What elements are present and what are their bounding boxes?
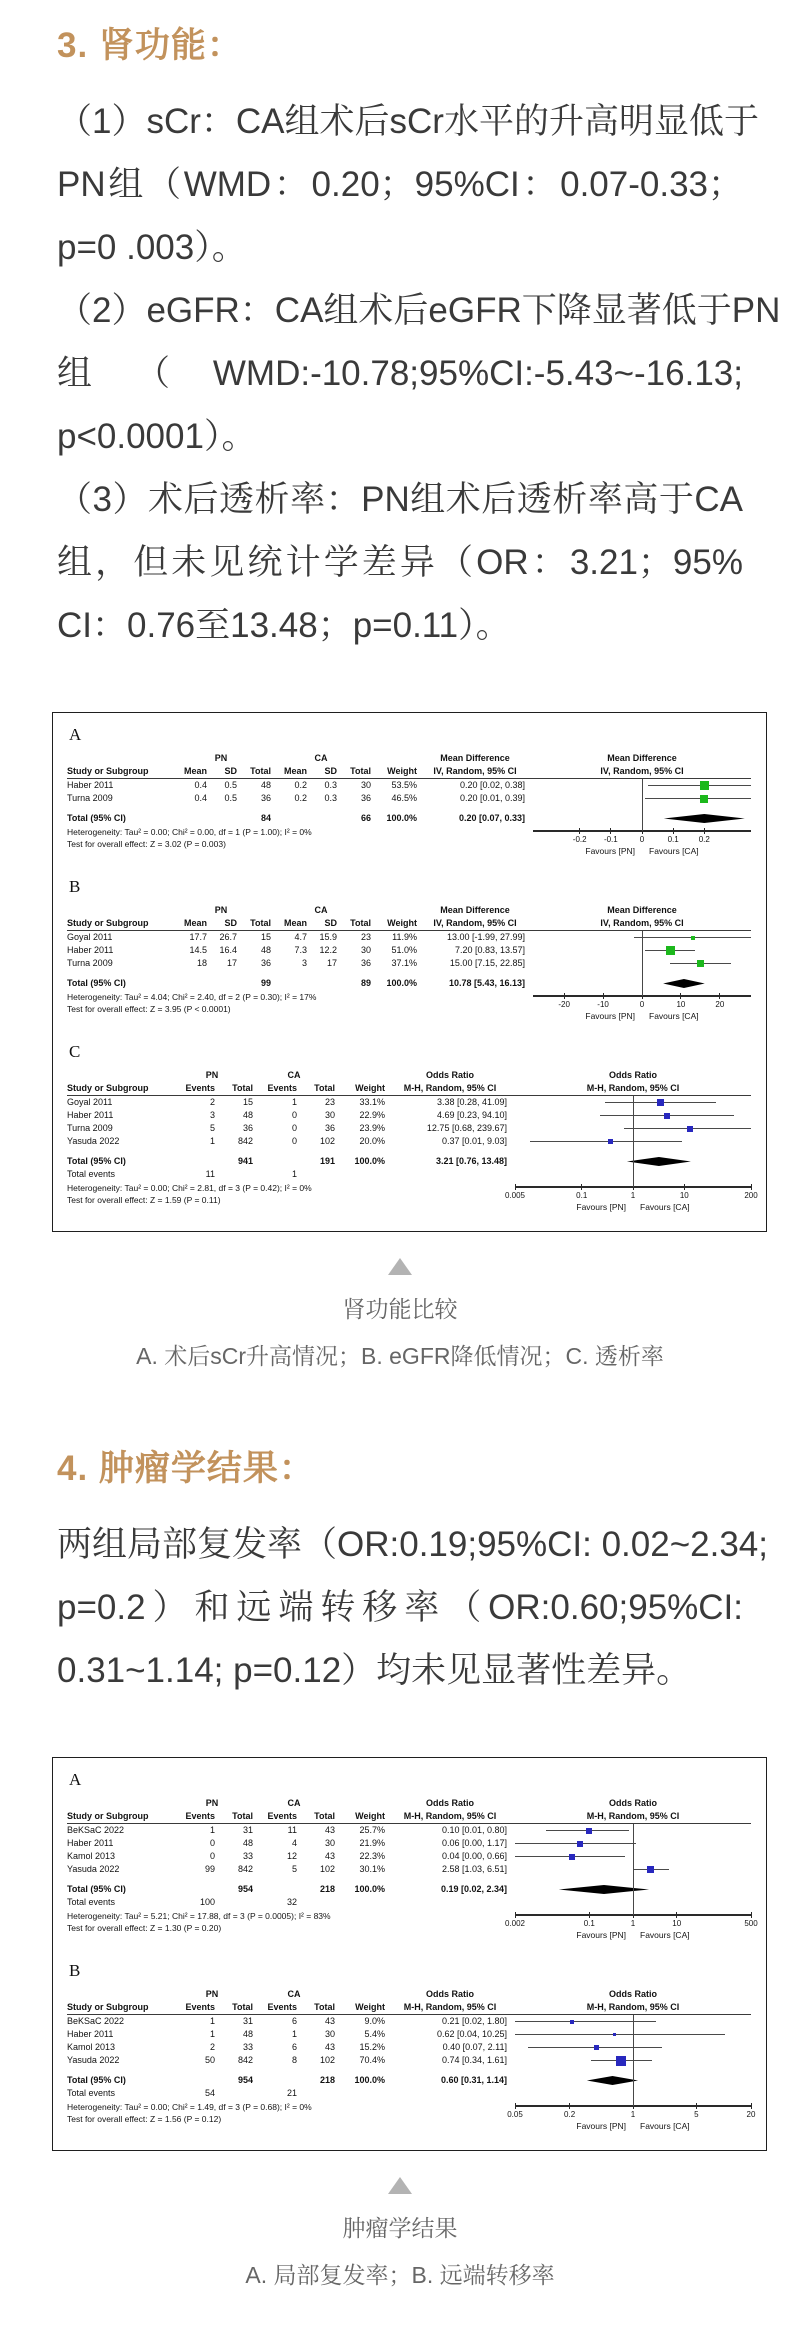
forest-study-row: Kamol 2013 2 33 6 43 15.2% 0.40 [0.07, 2.11] bbox=[67, 2041, 751, 2054]
forest-total-row: Total (95% CI) 84 66 100.0% 0.20 [0.07, 0.33] bbox=[67, 812, 751, 825]
favours-right-label: Favours [CA] bbox=[640, 1202, 690, 1212]
forest-total-events-row: Total events 100 32 bbox=[67, 1897, 297, 1907]
effect-marker bbox=[700, 795, 708, 803]
triangle-up-icon bbox=[388, 2177, 412, 2194]
no-effect-line bbox=[633, 1096, 634, 1187]
forest-study-row: Haber 2011 14.5 16.4 48 7.3 12.2 30 51.0% 7.20 [0.83, 13.57] bbox=[67, 944, 751, 957]
summary-diamond bbox=[559, 1885, 649, 1894]
heterogeneity-note: Heterogeneity: Tau² = 0.00; Chi² = 1.49, df = 3 (P = 0.68); I² = 0% bbox=[67, 2102, 312, 2112]
figure1-forest-plots bbox=[52, 712, 767, 1232]
forest-study-row: BeKSaC 2022 1 31 6 43 9.0% 0.21 [0.02, 1.80] bbox=[67, 2015, 751, 2028]
effect-marker bbox=[647, 1866, 654, 1873]
forest-panel-A bbox=[67, 725, 752, 865]
panel-label: A bbox=[69, 725, 82, 744]
summary-diamond bbox=[627, 1157, 691, 1166]
effect-marker bbox=[594, 2045, 599, 2050]
effect-marker bbox=[586, 1828, 592, 1834]
forest-study-row: Turna 2009 18 17 36 3 17 36 37.1% 15.00 [7.15, 22.85] bbox=[67, 957, 751, 970]
effect-marker bbox=[664, 1113, 670, 1119]
heterogeneity-note: Heterogeneity: Tau² = 5.21; Chi² = 17.88, df = 3 (P = 0.0005); I² = 83% bbox=[67, 1911, 331, 1921]
favours-left-label: Favours [PN] bbox=[576, 1930, 626, 1940]
overall-effect-note: Test for overall effect: Z = 1.59 (P = 0.11) bbox=[67, 1194, 221, 1205]
overall-effect-note: Test for overall effect: Z = 1.30 (P = 0.20) bbox=[67, 1922, 222, 1933]
panel-label: B bbox=[69, 1961, 81, 1980]
forest-panel-C bbox=[67, 1042, 758, 1221]
effect-marker bbox=[608, 1139, 613, 1144]
no-effect-line bbox=[633, 2015, 634, 2106]
overall-effect-note: Test for overall effect: Z = 3.02 (P = 0.003) bbox=[67, 838, 226, 849]
effect-marker bbox=[613, 2033, 616, 2036]
forest-column-header: Study or Subgroup Events Total Events Total Weight M-H, Random, 95% CI M-H, Random, 95% CI bbox=[67, 2001, 751, 2015]
section4-heading: 4. 肿瘤学结果： bbox=[57, 1449, 315, 1488]
forest-axis: -0.2 -0.1 0 0.1 0.2 Favours [PN] Favours [CA] bbox=[533, 827, 751, 865]
figure2-caption-title: 肿瘤学结果 bbox=[342, 2215, 458, 2241]
forest-group-header: PN CA Mean Difference Mean Difference bbox=[214, 753, 677, 763]
forest-panel-B bbox=[67, 877, 752, 1030]
effect-marker bbox=[577, 1841, 583, 1847]
forest-study-row: BeKSaC 2022 1 31 11 43 25.7% 0.10 [0.01, 0.80] bbox=[67, 1824, 751, 1837]
effect-marker bbox=[666, 946, 675, 955]
section3-heading: 3. 肾功能： bbox=[57, 26, 243, 65]
effect-marker bbox=[616, 2056, 626, 2066]
forest-column-header: Study or Subgroup Events Total Events Total Weight M-H, Random, 95% CI M-H, Random, 95% CI bbox=[67, 1082, 751, 1096]
forest-study-row: Goyal 2011 2 15 1 23 33.1% 3.38 [0.28, 41.09] bbox=[67, 1096, 751, 1109]
paragraph-line: 组（WMD:-10.78;95%CI:-5.43~-16.13; bbox=[57, 354, 743, 393]
paragraph-line: （1）sCr：CA组术后sCr水平的升高明显低于 bbox=[57, 102, 759, 141]
forest-study-row: Haber 2011 0 48 4 30 21.9% 0.06 [0.00, 1.17] bbox=[67, 1837, 751, 1850]
forest-study-row: Turna 2009 5 36 0 36 23.9% 12.75 [0.68, 239.67] bbox=[67, 1122, 751, 1135]
effect-marker bbox=[687, 1126, 693, 1132]
section3-paragraphs bbox=[57, 90, 781, 657]
paragraph-line: PN组（WMD：0.20；95%CI：0.07-0.33； bbox=[57, 165, 743, 204]
forest-group-header: PN CA Odds Ratio Odds Ratio bbox=[205, 1070, 657, 1080]
forest-total-row: Total (95% CI) 99 89 100.0% 10.78 [5.43, 16.13] bbox=[67, 977, 751, 990]
forest-column-header: Study or Subgroup Mean SD Total Mean SD Total Weight IV, Random, 95% CI IV, Random, 95% CI bbox=[67, 917, 751, 931]
forest-axis: 0.002 0.1 1 10 500 Favours [PN] Favours [CA] bbox=[515, 1911, 751, 1949]
figure2-forest-plots bbox=[52, 1757, 767, 2151]
panel-label: B bbox=[69, 877, 81, 896]
forest-axis: 0.005 0.1 1 10 200 Favours [PN] Favours [CA] bbox=[515, 1183, 751, 1221]
favours-right-label: Favours [CA] bbox=[640, 2121, 690, 2131]
forest-group-header: PN CA Odds Ratio Odds Ratio bbox=[205, 1798, 657, 1808]
forest-study-row: Yasuda 2022 50 842 8 102 70.4% 0.74 [0.34, 1.61] bbox=[67, 2054, 751, 2067]
forest-study-row: Haber 2011 0.4 0.5 48 0.2 0.3 30 53.5% 0.20 [0.02, 0.38] bbox=[67, 779, 751, 792]
paragraph-line: 两组局部复发率（OR:0.19;95%CI: 0.02~2.34; bbox=[57, 1525, 768, 1564]
favours-left-label: Favours [PN] bbox=[576, 2121, 626, 2131]
forest-group-header: PN CA Mean Difference Mean Difference bbox=[214, 905, 677, 915]
heterogeneity-note: Heterogeneity: Tau² = 4.04; Chi² = 2.40, df = 2 (P = 0.30); I² = 17% bbox=[67, 992, 317, 1002]
effect-marker bbox=[657, 1099, 664, 1106]
triangle-up-icon bbox=[388, 1258, 412, 1275]
paragraph-line: CI：0.76至13.48；p=0.11）。 bbox=[57, 606, 511, 645]
effect-marker bbox=[700, 781, 709, 790]
forest-total-row: Total (95% CI) 941 191 100.0% 3.21 [0.76, 13.48] bbox=[67, 1155, 751, 1168]
summary-diamond bbox=[664, 814, 745, 823]
forest-study-row: Haber 2011 3 48 0 30 22.9% 4.69 [0.23, 94.10] bbox=[67, 1109, 751, 1122]
no-effect-line bbox=[642, 931, 643, 996]
forest-column-header: Study or Subgroup Events Total Events Total Weight M-H, Random, 95% CI M-H, Random, 95% CI bbox=[67, 1810, 751, 1824]
figure1-caption-title: 肾功能比较 bbox=[342, 1296, 458, 1322]
summary-diamond bbox=[587, 2076, 638, 2085]
effect-marker bbox=[697, 960, 704, 967]
paragraph-line: （2）eGFR：CA组术后eGFR下降显著低于PN bbox=[57, 291, 781, 330]
forest-group-header: PN CA Odds Ratio Odds Ratio bbox=[205, 1989, 657, 1999]
no-effect-line bbox=[633, 1824, 634, 1915]
forest-study-row: Goyal 2011 17.7 26.7 15 4.7 15.9 23 11.9% 13.00 [-1.99, 27.99] bbox=[67, 931, 751, 944]
panel-label: A bbox=[69, 1770, 82, 1789]
forest-panel-B bbox=[67, 1961, 756, 2140]
summary-diamond bbox=[663, 979, 705, 988]
forest-study-row: Yasuda 2022 1 842 0 102 20.0% 0.37 [0.01, 9.03] bbox=[67, 1135, 751, 1148]
favours-left-label: Favours [PN] bbox=[576, 1202, 626, 1212]
paragraph-line: p<0.0001）。 bbox=[57, 417, 257, 456]
forest-study-row: Haber 2011 1 48 1 30 5.4% 0.62 [0.04, 10.25] bbox=[67, 2028, 751, 2041]
no-effect-line bbox=[642, 779, 643, 831]
forest-total-events-row: Total events 54 21 bbox=[67, 2088, 297, 2098]
favours-left-label: Favours [PN] bbox=[585, 1011, 635, 1021]
forest-study-row: Kamol 2013 0 33 12 43 22.3% 0.04 [0.00, 0.66] bbox=[67, 1850, 751, 1863]
section4-paragraphs bbox=[57, 1513, 768, 1702]
panel-label: C bbox=[69, 1042, 81, 1061]
paragraph-line: p=0 .003）。 bbox=[57, 228, 247, 267]
forest-axis: -20 -10 0 10 20 Favours [PN] Favours [CA] bbox=[533, 992, 751, 1030]
forest-total-row: Total (95% CI) 954 218 100.0% 0.60 [0.31, 1.14] bbox=[67, 2074, 751, 2087]
forest-total-row: Total (95% CI) 954 218 100.0% 0.19 [0.02, 2.34] bbox=[67, 1883, 751, 1896]
forest-panel-A bbox=[67, 1770, 758, 1949]
paragraph-line: （3）术后透析率：PN组术后透析率高于CA bbox=[57, 480, 743, 519]
heterogeneity-note: Heterogeneity: Tau² = 0.00; Chi² = 0.00, df = 1 (P = 1.00); I² = 0% bbox=[67, 827, 312, 837]
figure2-collapse-control[interactable] bbox=[57, 2177, 743, 2194]
paragraph-line: 0.31~1.14; p=0.12）均未见显著性差异。 bbox=[57, 1651, 692, 1690]
paragraph-line: 组，但未见统计学差异（OR：3.21；95% bbox=[57, 543, 743, 582]
forest-total-events-row: Total events 11 1 bbox=[67, 1169, 297, 1179]
paragraph-line: p=0.2）和远端转移率（OR:0.60;95%CI: bbox=[57, 1588, 743, 1627]
figure1-caption-sub: A. 术后sCr升高情况；B. eGFR降低情况；C. 透析率 bbox=[136, 1343, 664, 1369]
forest-column-header: Study or Subgroup Mean SD Total Mean SD Total Weight IV, Random, 95% CI IV, Random, 95% CI bbox=[67, 765, 751, 779]
favours-right-label: Favours [CA] bbox=[649, 846, 699, 856]
overall-effect-note: Test for overall effect: Z = 1.56 (P = 0.12) bbox=[67, 2113, 222, 2124]
forest-axis: 0.05 0.2 1 5 20 Favours [PN] Favours [CA] bbox=[515, 2102, 751, 2140]
effect-marker bbox=[691, 936, 695, 940]
overall-effect-note: Test for overall effect: Z = 3.95 (P < 0.0001) bbox=[67, 1003, 231, 1014]
effect-marker bbox=[570, 2020, 574, 2024]
figure2-caption-sub: A. 局部复发率；B. 远端转移率 bbox=[245, 2262, 555, 2288]
forest-study-row: Yasuda 2022 99 842 5 102 30.1% 2.58 [1.03, 6.51] bbox=[67, 1863, 751, 1876]
figure1-collapse-control[interactable] bbox=[57, 1258, 743, 1275]
forest-study-row: Turna 2009 0.4 0.5 36 0.2 0.3 36 46.5% 0.20 [0.01, 0.39] bbox=[67, 792, 751, 805]
effect-marker bbox=[569, 1854, 575, 1860]
heterogeneity-note: Heterogeneity: Tau² = 0.00; Chi² = 2.81, df = 3 (P = 0.42); I² = 0% bbox=[67, 1183, 312, 1193]
favours-left-label: Favours [PN] bbox=[585, 846, 635, 856]
favours-right-label: Favours [CA] bbox=[649, 1011, 699, 1021]
favours-right-label: Favours [CA] bbox=[640, 1930, 690, 1940]
